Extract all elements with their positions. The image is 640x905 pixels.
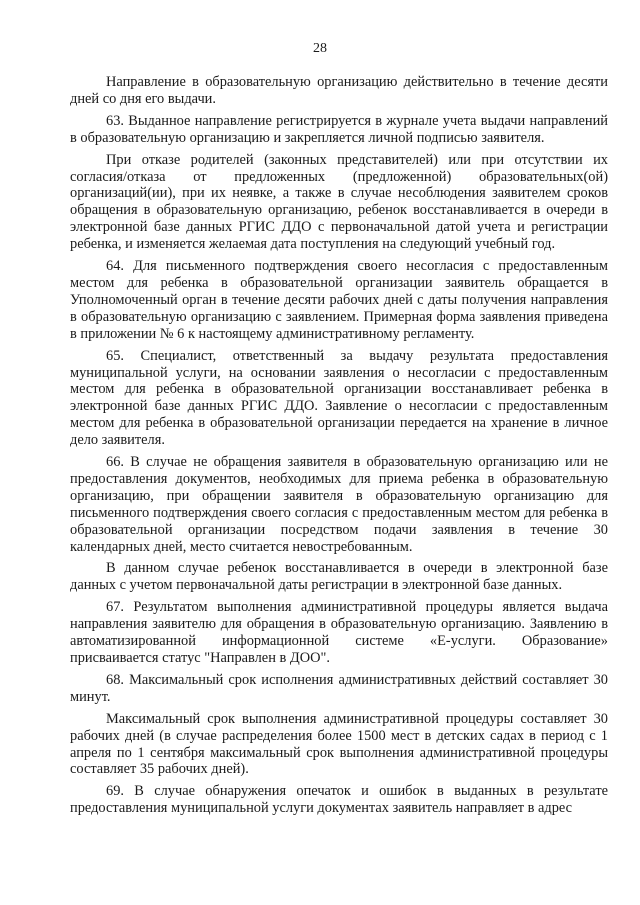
paragraph-64: 64. Для письменного подтверждения своего несогласия с предоставленным местом для ребенка в образовательной организации заявитель обращается в Уполномоченный орган в течение десяти рабочих дней с даты получения направления в образовательную организацию с заявлением. Примерная форма заявления приведена в приложении № 6 к настоящему административному регламенту. <box>70 258 608 342</box>
document-body <box>70 74 608 817</box>
page-number: 28 <box>313 41 327 56</box>
paragraph-69: 69. В случае обнаружения опечаток и ошибок в выданных в результате предоставления муниципальной услуги документах заявитель направляет в адрес <box>70 783 608 817</box>
paragraph-63: 63. Выданное направление регистрируется в журнале учета выдачи направлений в образовательную организацию и закрепляется личной подписью заявителя. <box>70 112 608 146</box>
paragraph-max-term: Максимальный срок выполнения административной процедуры составляет 30 рабочих дней (в случае распределения более 1500 мест в детских садах в период с 1 апреля по 1 сентября максимальный срок выполнения административной процедуры составляет 35 рабочих дней). <box>70 710 608 778</box>
paragraph-67: 67. Результатом выполнения административной процедуры является выдача направления заявителю для обращения в образовательную организацию. Заявлению в автоматизированной информационной системе «Е-услуги. Образование» присваивается статус "Направлен в ДОО". <box>70 599 608 666</box>
paragraph-65: 65. Специалист, ответственный за выдачу результата предоставления муниципальной услуги, на основании заявления о несогласии с предоставленным местом для ребенка в образовательной организации восстанавливает ребенка в электронной базе данных РГИС ДДО. Заявление о несогласии с предоставленным местом для ребенка в образовательной организации передается на хранение в личное дело заявителя. <box>70 347 608 449</box>
paragraph-68: 68. Максимальный срок исполнения административных действий составляет 30 минут. <box>70 671 608 705</box>
paragraph-queue-restore: В данном случае ребенок восстанавливается в очереди в электронной базе данных с учетом первоначальной даты регистрации в электронной базе данных. <box>70 560 608 594</box>
paragraph-refusal: При отказе родителей (законных представителей) или при отсутствии их согласия/отказа от предложенных (предложенной) образовательных(ой) организаций(ии), при их неявке, а также в случае несоблюдения заявителем сроков обращения в образовательную организацию, ребенок восстанавливается в очереди в электронной базе данных РГИС ДДО с первоначальной датой учета и регистрации ребенка, и изменяется желаемая дата поступления на следующий учебный год. <box>70 151 608 253</box>
paragraph-referral-validity: Направление в образовательную организацию действительно в течение десяти дней со дня его выдачи. <box>70 74 608 107</box>
paragraph-66: 66. В случае не обращения заявителя в образовательную организацию или не предоставления документов, необходимых для приема ребенка в образовательную организацию, при обращении заявителя в образовательную организацию для письменного подтверждения своего согласия с предоставленным местом для ребенка в образовательной организации посредством подачи заявления в течение 30 календарных дней, место считается невостребованным. <box>70 454 608 555</box>
